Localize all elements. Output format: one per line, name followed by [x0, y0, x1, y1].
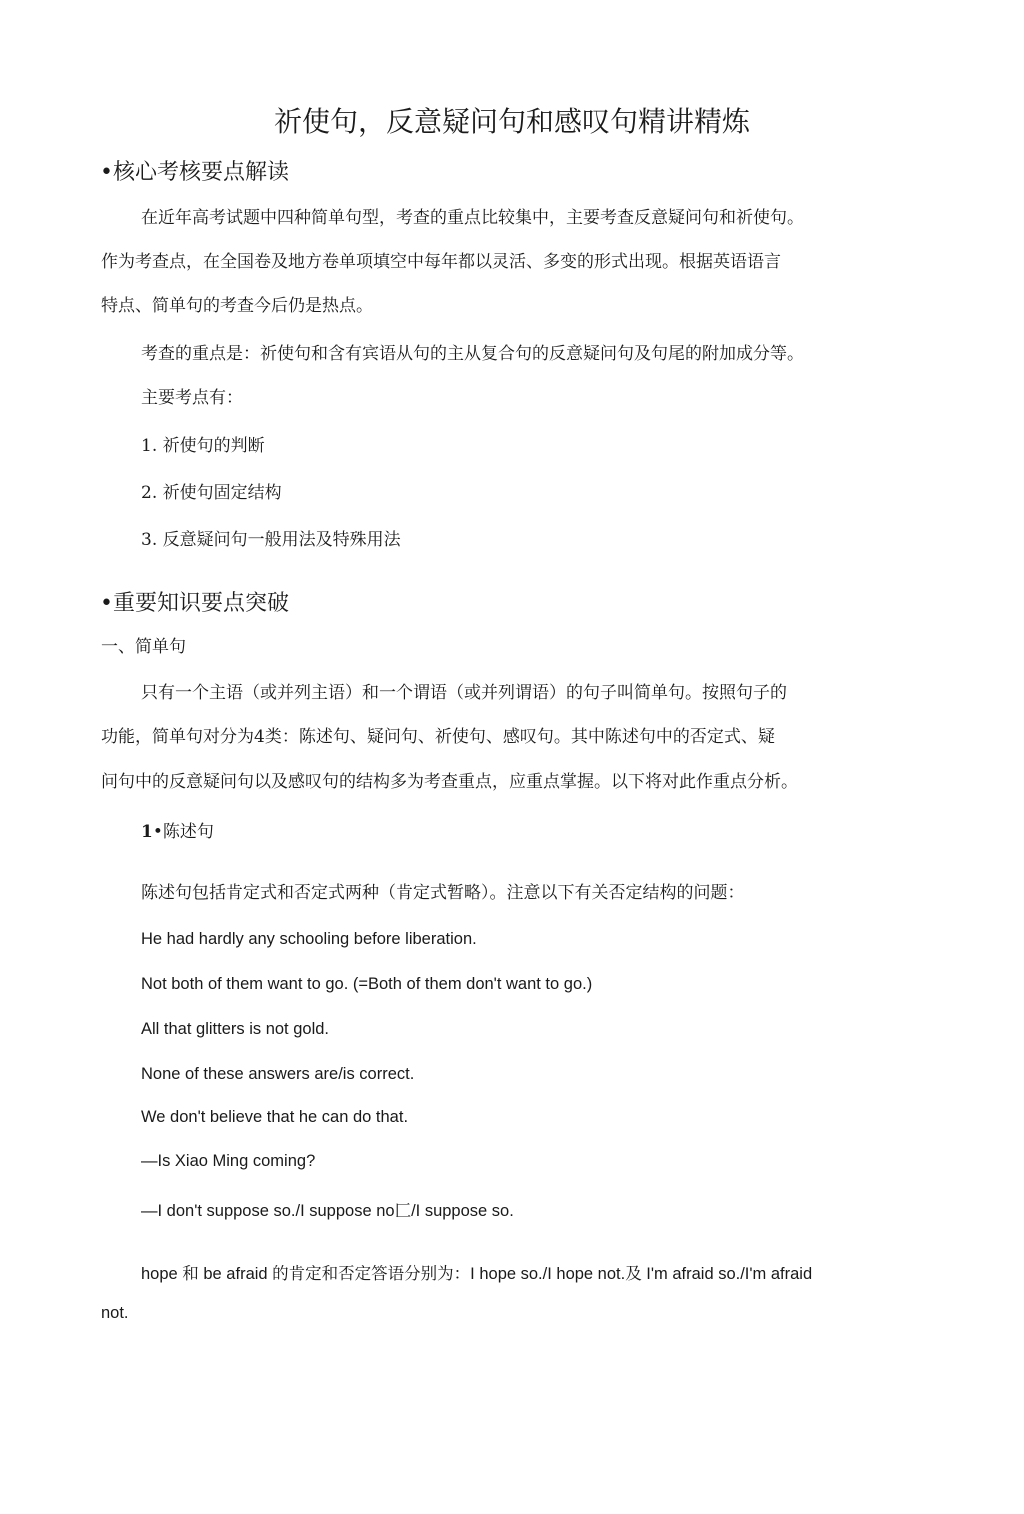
example-sentence: Not both of them want to go. (=Both of them don't want to go.) [141, 975, 593, 993]
paragraph-line: 只有一个主语（或并列主语）和一个谓语（或并列谓语）的句子叫简单句。按照句子的 [141, 683, 787, 703]
paragraph-line: 考查的重点是：祈使句和含有宾语从句的主从复合句的反意疑问句及句尾的附加成分等。 [141, 344, 804, 364]
page-title: 祈使句，反意疑问句和感叹句精讲精炼 [273, 105, 750, 138]
paragraph-line: 在近年高考试题中四种简单句型，考查的重点比较集中，主要考查反意疑问句和祈使句。 [141, 208, 804, 228]
example-sentence: All that glitters is not gold. [141, 1020, 330, 1038]
paragraph-line: 功能，简单句对分为4类：陈述句、疑问句、祈使句、感叹句。其中陈述句中的否定式、疑 [101, 727, 775, 747]
paragraph-line: 作为考查点，在全国卷及地方卷单项填空中每年都以灵活、多变的形式出现。根据英语语言 [101, 252, 781, 272]
item-heading [141, 817, 214, 842]
example-sentence: He had hardly any schooling before liberation. [141, 930, 477, 948]
list-item: 1. 祈使句的判断 [141, 436, 265, 456]
example-sentence: —I don't suppose so./I suppose no匚/I suppose so. [141, 1202, 514, 1220]
paragraph-line: 特点、简单句的考查今后仍是热点。 [101, 296, 373, 316]
example-sentence: None of these answers are/is correct. [141, 1065, 415, 1083]
list-item: 3. 反意疑问句一般用法及特殊用法 [141, 530, 401, 550]
example-sentence: —Is Xiao Ming coming? [141, 1152, 316, 1170]
note-line: hope 和 be afraid 的肯定和否定答语分别为：I hope so./I hope not.及 I'm afraid so./I'm afraid [141, 1265, 813, 1283]
item-number: 1 [141, 822, 153, 842]
paragraph-line: 陈述句包括肯定式和否定式两种（肯定式暂略）。注意以下有关否定结构的问题： [141, 883, 745, 903]
paragraph-line: 主要考点有： [141, 388, 243, 408]
subsection-heading: 一、简单句 [101, 637, 186, 657]
note-line: not. [101, 1304, 129, 1322]
list-item: 2. 祈使句固定结构 [141, 483, 282, 503]
section-heading-key: •重要知识要点突破 [100, 591, 289, 616]
section-heading-core: •核心考核要点解读 [100, 160, 289, 185]
paragraph-line: 问句中的反意疑问句以及感叹句的结构多为考查重点，应重点掌握。以下将对此作重点分析。 [101, 772, 798, 792]
item-label: •陈述句 [152, 822, 214, 842]
example-sentence: We don't believe that he can do that. [141, 1108, 409, 1126]
